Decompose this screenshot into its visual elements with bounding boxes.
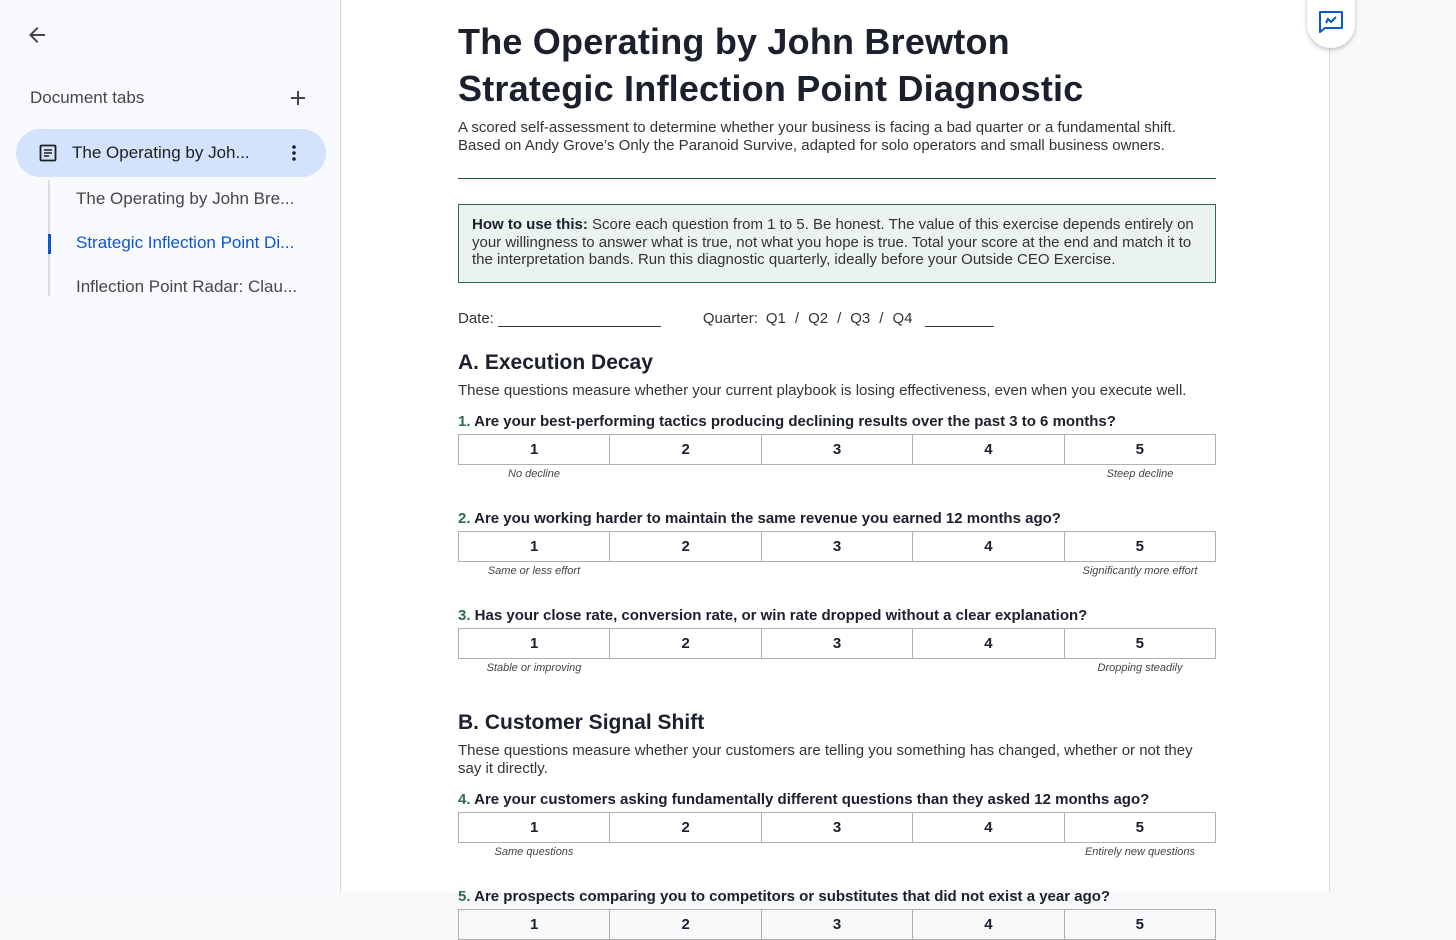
- quarter-label: Quarter:: [702, 309, 758, 327]
- document-page: [342, 0, 1330, 933]
- how-to-use-box: [458, 204, 1216, 283]
- outline-item-radar[interactable]: Inflection Point Radar: Clau...: [76, 277, 298, 296]
- rating-option-5[interactable]: 5: [1135, 538, 1144, 555]
- rating-scale: [458, 531, 1216, 562]
- quarter-q1[interactable]: Q1: [765, 309, 786, 327]
- subtitle: A scored self-assessment to determine whether your business is facing a bad quarter or a fundamental shift. Based on Andy Grove’s Only the Paranoid Survive, adapted for solo operators and small business owners.: [458, 119, 1176, 154]
- title-line-1: The Operating by John Brewton: [458, 21, 1010, 62]
- quarter-sep: /: [879, 309, 884, 327]
- section-title: B. Customer Signal Shift: [458, 711, 705, 734]
- question-number: 4.: [458, 791, 471, 808]
- rating-scale: [458, 628, 1216, 659]
- rating-option-3[interactable]: 3: [762, 629, 913, 658]
- question: [458, 791, 1216, 809]
- document-content: [458, 18, 1216, 940]
- how-to-label: How to use this:: [472, 216, 588, 233]
- document-canvas: [342, 0, 1456, 933]
- rating-option-1[interactable]: 1: [459, 532, 610, 561]
- quarter-blank[interactable]: [925, 313, 994, 327]
- rating-option-4[interactable]: 4: [913, 813, 1064, 842]
- question: [458, 607, 1216, 625]
- quarter-q2[interactable]: Q2: [808, 309, 829, 327]
- rating-option-1[interactable]: 1: [459, 435, 610, 464]
- section-title: A. Execution Decay: [458, 350, 653, 374]
- question-block: [458, 888, 1216, 940]
- rating-option-3[interactable]: 3: [762, 910, 913, 939]
- question-text: Are your best-performing tactics producing declining results over the past 3 to 6 months?: [470, 413, 1116, 430]
- quarter-sep: /: [794, 309, 800, 327]
- section-description: These questions measure whether your customers are telling you something has changed, whether or not they say it directly.: [458, 742, 1193, 777]
- divider: [458, 178, 1216, 179]
- low-anchor: No decline: [508, 468, 560, 480]
- question-number: 3.: [458, 607, 471, 624]
- rating-option-5[interactable]: 5: [1135, 441, 1144, 458]
- page-title: [458, 18, 1216, 112]
- question-number: 1.: [458, 413, 471, 430]
- scale-anchors: [458, 565, 1216, 579]
- rating-option-1[interactable]: 1: [459, 629, 610, 658]
- question-block: [458, 607, 1216, 676]
- rating-option-3[interactable]: 3: [762, 435, 913, 464]
- question-block: [458, 510, 1216, 579]
- tabs-header: [30, 86, 310, 110]
- low-anchor: Same or less effort: [487, 565, 581, 577]
- rating-option-5[interactable]: 5: [1135, 916, 1144, 933]
- document-icon: [38, 143, 58, 163]
- how-to-text: Score each question from 1 to 5. Be honest. The value of this exercise depends entirely on your willingness to answer what is true, not what you hope is true. Total your score at the end and match it to the interpretation bands. Run this diagnostic quarterly, ideally before your Outside CEO Exercise.: [472, 216, 1194, 268]
- date-blank[interactable]: [498, 313, 661, 327]
- high-anchor: Entirely new questions: [1084, 846, 1196, 858]
- question-number: 2.: [458, 510, 471, 527]
- scale-anchors: [458, 846, 1216, 860]
- low-anchor: Stable or improving: [486, 662, 582, 674]
- quarter-q4[interactable]: Q4: [892, 309, 913, 327]
- high-anchor: Steep decline: [1106, 468, 1174, 480]
- rating-scale: [458, 434, 1216, 465]
- question-text: Are you working harder to maintain the same revenue you earned 12 months ago?: [470, 510, 1061, 527]
- document-outline: [48, 180, 318, 312]
- rating-option-5[interactable]: 5: [1135, 819, 1144, 836]
- question-text: Are prospects comparing you to competitors or substitutes that did not exist a year ago?: [470, 888, 1111, 905]
- suggest-edit-fab[interactable]: [1307, 0, 1355, 48]
- rating-option-3[interactable]: 3: [762, 813, 913, 842]
- rating-option-1[interactable]: 1: [459, 910, 610, 939]
- question: [458, 888, 1216, 906]
- high-anchor: Significantly more effort: [1082, 565, 1198, 577]
- outline-item-title[interactable]: The Operating by John Bre...: [76, 189, 295, 208]
- rating-option-5[interactable]: 5: [1135, 635, 1144, 652]
- rating-option-1[interactable]: 1: [459, 813, 610, 842]
- active-tab-label: The Operating by Joh...: [72, 143, 250, 162]
- scale-anchors: [458, 468, 1216, 482]
- add-comment-icon: [1318, 10, 1344, 34]
- question-block: [458, 413, 1216, 482]
- question: [458, 413, 1216, 431]
- outline-item-diagnostic[interactable]: Strategic Inflection Point Di...: [48, 224, 318, 268]
- rating-option-4[interactable]: 4: [913, 532, 1064, 561]
- title-line-2: Strategic Inflection Point Diagnostic: [458, 68, 1084, 109]
- more-options-icon[interactable]: [282, 141, 306, 165]
- low-anchor: Same questions: [494, 846, 574, 858]
- rating-option-2[interactable]: 2: [610, 910, 761, 939]
- rating-scale: [458, 909, 1216, 940]
- date-label: Date:: [458, 309, 494, 327]
- document-tabs-sidebar: [0, 0, 341, 892]
- question-block: [458, 791, 1216, 860]
- rating-option-2[interactable]: 2: [610, 813, 761, 842]
- rating-option-2[interactable]: 2: [610, 532, 761, 561]
- rating-scale: [458, 812, 1216, 843]
- active-document-tab[interactable]: [16, 129, 326, 177]
- question-number: 5.: [458, 888, 471, 905]
- section-description: These questions measure whether your current playbook is losing effectiveness, even when you execute well.: [458, 381, 1187, 399]
- rating-option-4[interactable]: 4: [913, 910, 1064, 939]
- quarter-q3[interactable]: Q3: [850, 309, 871, 327]
- question-text: Has your close rate, conversion rate, or win rate dropped without a clear explanation?: [470, 607, 1088, 624]
- question-text: Are your customers asking fundamentally different questions than they asked 12 months ago?: [470, 791, 1150, 808]
- rating-option-2[interactable]: 2: [610, 629, 761, 658]
- high-anchor: Dropping steadily: [1097, 662, 1183, 674]
- add-tab-plus-icon[interactable]: [286, 86, 310, 110]
- rating-option-4[interactable]: 4: [913, 435, 1064, 464]
- tabs-header-label: Document tabs: [30, 88, 145, 107]
- date-quarter-line: [458, 309, 1216, 327]
- rating-option-3[interactable]: 3: [762, 532, 913, 561]
- rating-option-2[interactable]: 2: [610, 435, 761, 464]
- quarter-options: [766, 310, 913, 327]
- back-arrow-icon[interactable]: [20, 18, 54, 52]
- rating-option-4[interactable]: 4: [913, 629, 1064, 658]
- scale-anchors: [458, 662, 1216, 676]
- question: [458, 510, 1216, 528]
- quarter-sep: /: [837, 309, 842, 327]
